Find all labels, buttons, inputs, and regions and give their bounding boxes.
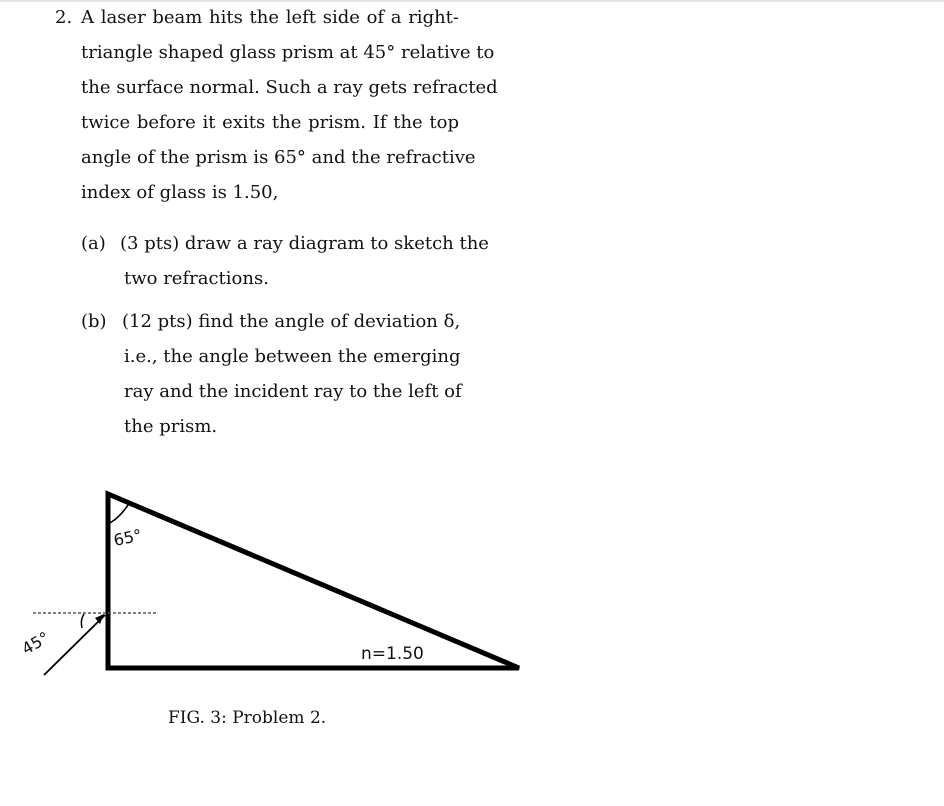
refractive-index-label: n=1.50 [361,644,424,664]
problem-number: 2. [55,7,73,28]
part-a-line-2: two refractions. [124,268,269,289]
problem-line-1: A laser beam hits the left side of a right- [81,7,459,28]
problem-line-6: index of glass is 1.50, [81,182,279,203]
top-angle-label: 65° [111,525,144,550]
part-b-line-2: i.e., the angle between the emerging [124,346,461,367]
part-b-label: (b) [81,311,107,332]
problem-line-5: angle of the prism is 65° and the refractive [81,147,476,168]
part-a-label: (a) [81,233,106,254]
figure-caption: FIG. 3: Problem 2. [168,708,327,728]
incident-angle-label: 45° [18,627,53,659]
incident-angle-arc [81,614,84,628]
part-a-line-1: (3 pts) draw a ray diagram to sketch the [120,233,489,254]
part-b-line-1: (12 pts) find the angle of deviation δ, [122,311,461,332]
part-b-line-4: the prism. [124,416,218,437]
top-angle-arc [110,505,128,523]
problem-line-3: the surface normal. Such a ray gets refracted [81,77,498,98]
prism-triangle [108,494,519,668]
problem-line-4: twice before it exits the prism. If the top [81,112,459,133]
problem-line-2: triangle shaped glass prism at 45° relative to [81,42,495,63]
part-b-line-3: ray and the incident ray to the left of [124,381,462,402]
incident-ray [44,615,105,675]
